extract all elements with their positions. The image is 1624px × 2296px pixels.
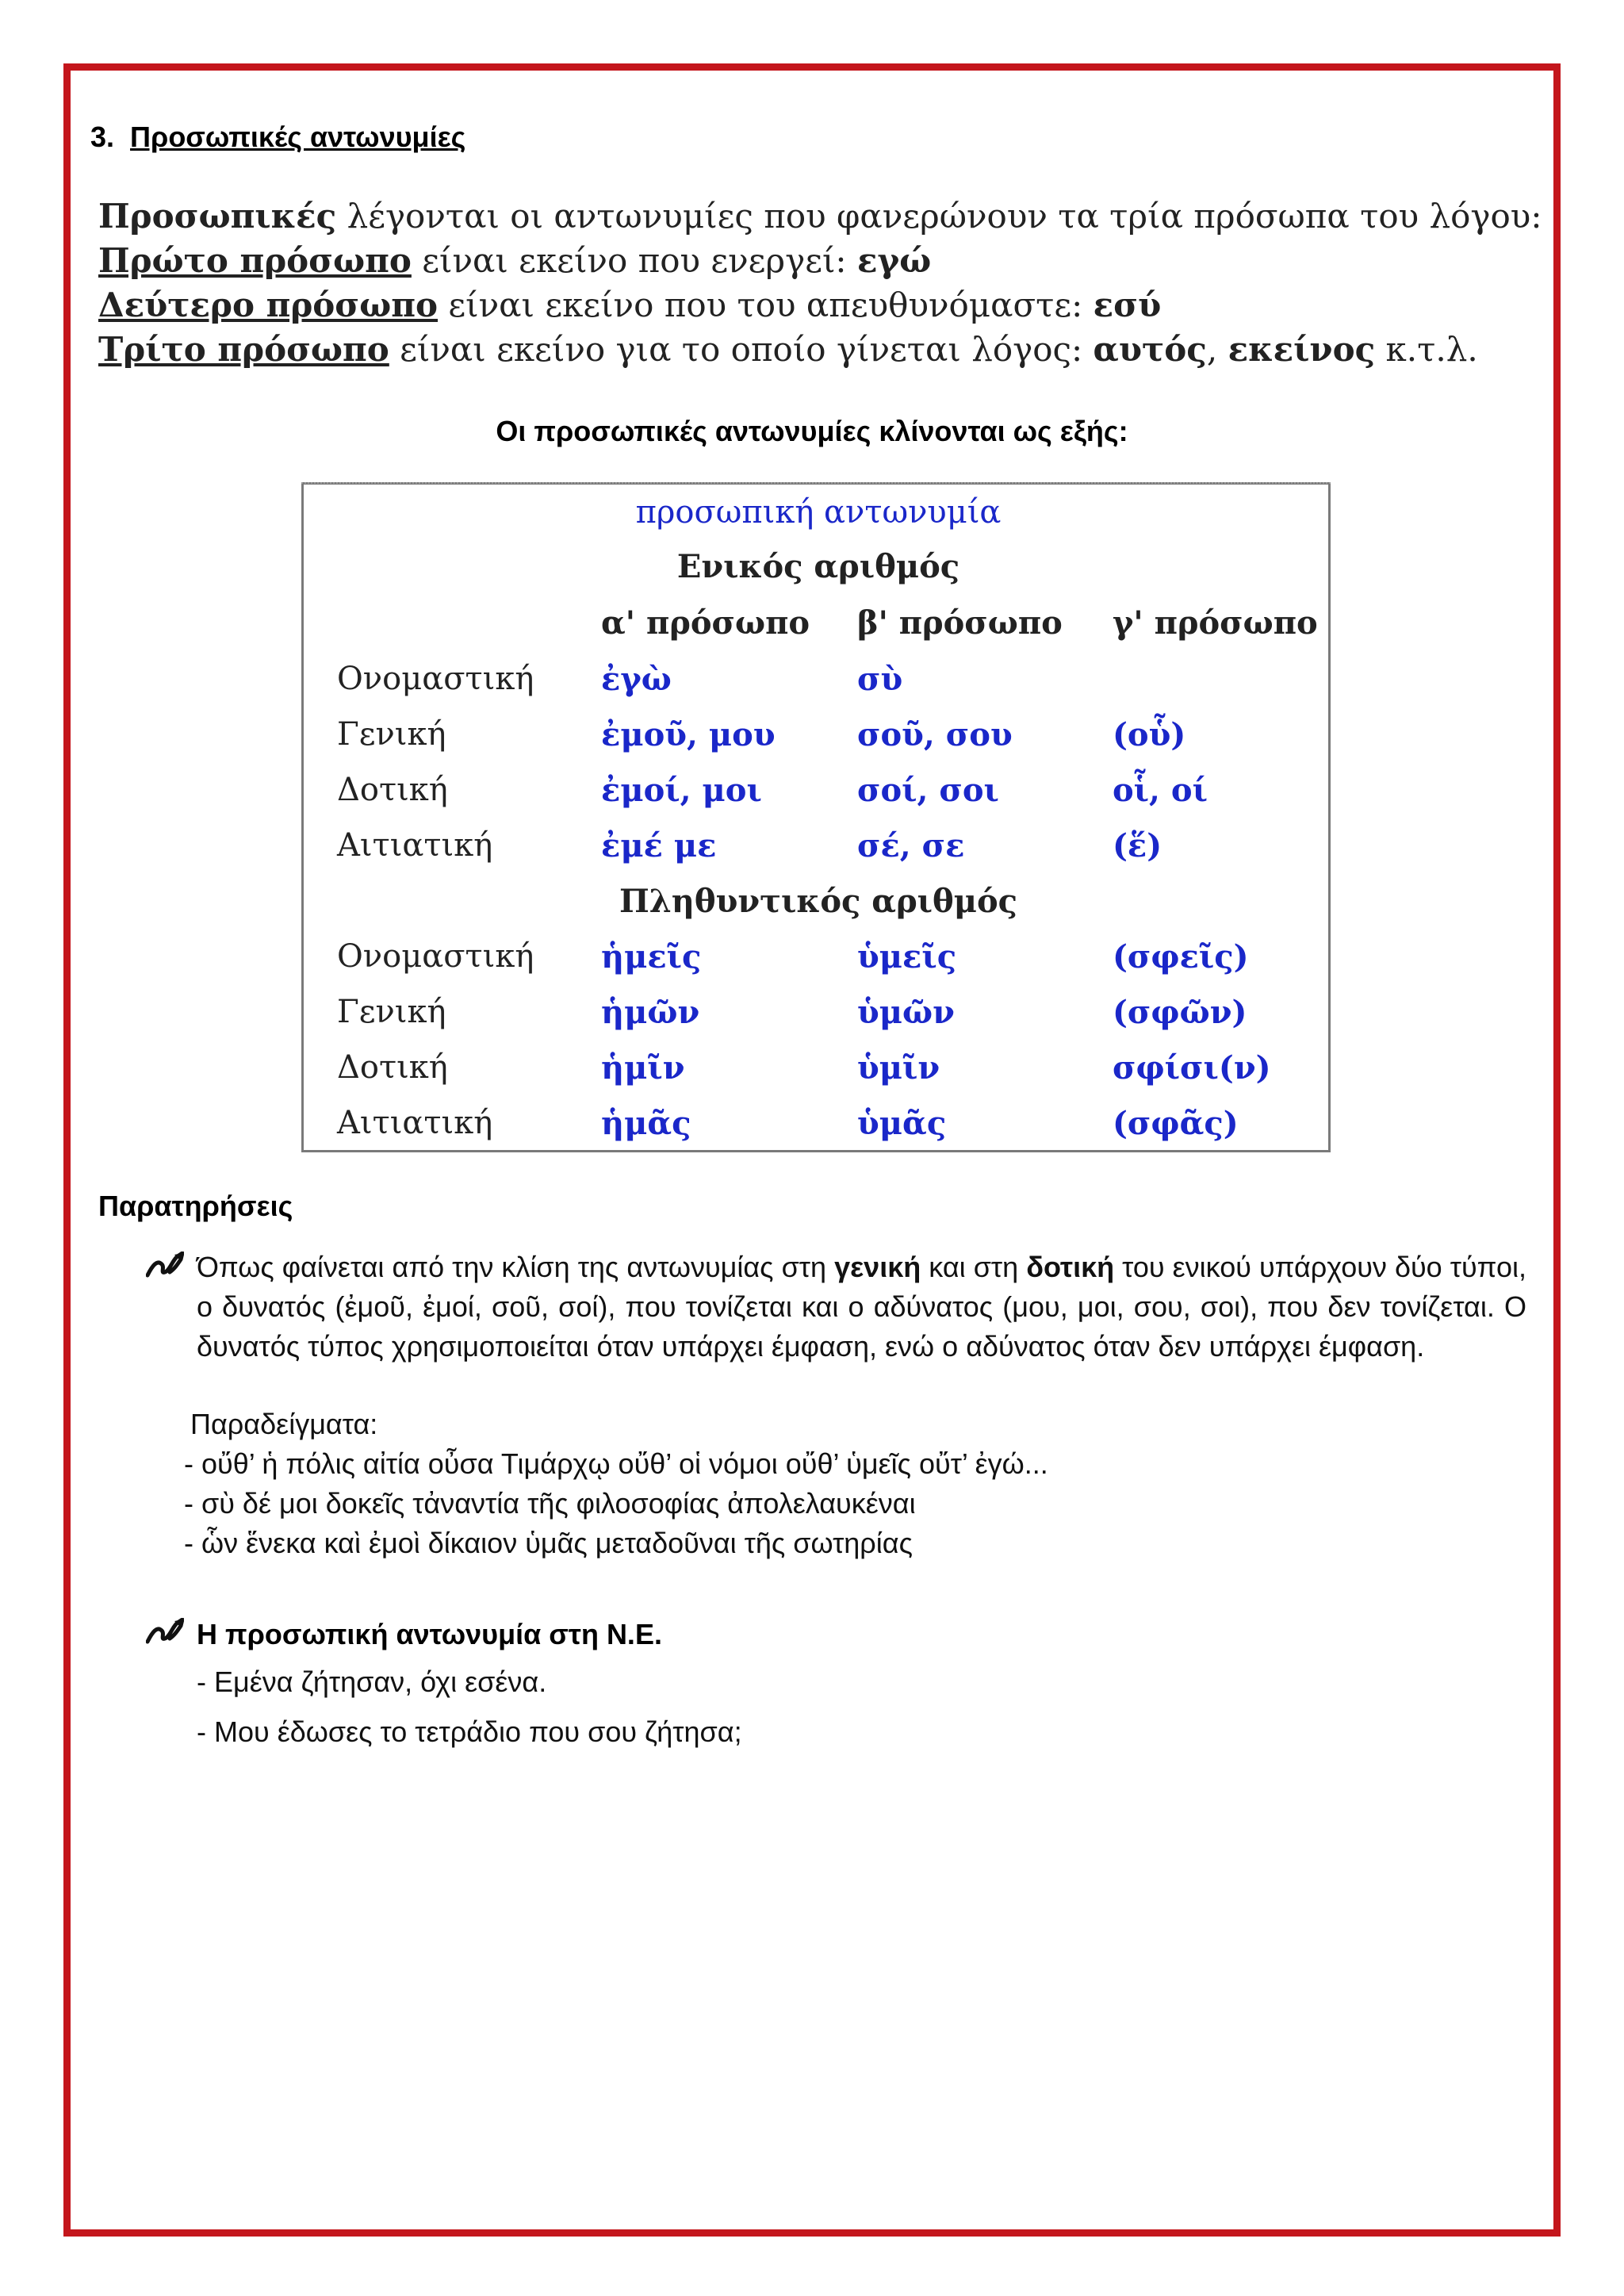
form-cell: ἡμᾶς xyxy=(601,1105,691,1142)
case-label: Αιτιατική xyxy=(337,1105,493,1141)
form-cell: ἡμεῖς xyxy=(601,938,702,976)
case-label: Αιτιατική xyxy=(337,827,493,864)
form-cell: ἐγὼ xyxy=(601,661,672,698)
obs-genitive: γενική xyxy=(834,1251,921,1283)
case-label: Ονομαστική xyxy=(337,661,534,697)
modern-example-line: - Εμένα ζήτησαν, όχι εσένα. xyxy=(197,1665,547,1698)
form-cell: (σφεῖς) xyxy=(1113,938,1249,976)
table-title: προσωπική αντωνυμία xyxy=(635,494,1002,531)
case-label: Γενική xyxy=(337,716,446,753)
example-line: - σὺ δέ μοι δοκεῖς τἀναντία τῆς φιλοσοφίας ἀπολελαυκέναι xyxy=(184,1487,916,1520)
form-cell: (σφῶν) xyxy=(1113,994,1247,1031)
intro-line-3 xyxy=(98,283,1542,328)
intro-term-personal: Προσωπικές xyxy=(98,197,337,236)
obs-text: και στη xyxy=(921,1251,1027,1283)
third-person-example-2: εκείνος xyxy=(1228,330,1376,369)
intro-paragraph xyxy=(98,194,1542,372)
modern-greek-title: Η προσωπική αντωνυμία στη Ν.Ε. xyxy=(197,1618,662,1650)
case-label: Δοτική xyxy=(337,772,448,808)
form-cell: (σφᾶς) xyxy=(1113,1105,1239,1142)
third-person-label: Τρίτο πρόσωπο xyxy=(98,330,389,369)
form-cell: ὑμᾶς xyxy=(857,1105,947,1142)
first-person-label: Πρώτο πρόσωπο xyxy=(98,241,412,280)
plural-heading: Πληθυντικός αριθμός xyxy=(619,883,1018,920)
intro-text: είναι εκείνο που του απευθυνόμαστε: xyxy=(438,286,1094,324)
person-header-2: β' πρόσωπο xyxy=(857,604,1063,642)
form-cell: ἐμοί, μοι xyxy=(601,772,762,809)
form-cell: ἡμῖν xyxy=(601,1049,685,1087)
singular-heading: Ενικός αριθμός xyxy=(676,548,960,585)
form-cell: ἡμῶν xyxy=(601,994,700,1031)
form-cell: ὑμεῖς xyxy=(857,938,957,976)
second-person-example: εσύ xyxy=(1093,286,1162,324)
obs-dative: δοτική xyxy=(1026,1251,1115,1283)
observation-paragraph xyxy=(197,1248,1526,1366)
intro-text: κ.τ.λ. xyxy=(1375,330,1478,369)
obs-text: του ενικού υπάρχουν δύο τύποι, ο δυνατός (ἐμοῦ, ἐμοί, σοῦ, σοί), που τονίζεται και ο αδύνατος (μου, μοι, σου, σοι), που δεν τονίζεται. Ο δυνατός τύπος χρησιμοποιείται όταν υπάρχει έμφαση, ενώ ο αδύνατος όταν δεν υπάρχει έμφαση. xyxy=(197,1251,1526,1363)
pen-bullet-icon xyxy=(146,1251,184,1278)
form-cell: οἷ, οί xyxy=(1113,772,1208,809)
intro-text: λέγονται οι αντωνυμίες που φανερώνουν τα τρία πρόσωπα του λόγου: xyxy=(336,197,1542,236)
form-cell: ὑμῖν xyxy=(857,1049,940,1087)
intro-separator: , xyxy=(1206,330,1228,369)
intro-line-4 xyxy=(98,328,1542,372)
observations-title: Παρατηρήσεις xyxy=(98,1190,293,1222)
form-cell: (ἕ) xyxy=(1113,827,1162,864)
table-caption: Οι προσωπικές αντωνυμίες κλίνονται ως εξής: xyxy=(496,415,1128,447)
case-label: Γενική xyxy=(337,994,446,1030)
third-person-example-1: αυτός xyxy=(1093,330,1207,369)
declension-table xyxy=(301,482,1331,1152)
case-label: Ονομαστική xyxy=(337,938,534,975)
section-heading xyxy=(90,121,465,154)
example-line: - οὔθ’ ἡ πόλις αἰτία οὖσα Τιμάρχῳ οὔθ’ οἱ νόμοι οὔθ’ ὑμεῖς οὔτ’ ἐγώ... xyxy=(184,1447,1048,1480)
form-cell: ὑμῶν xyxy=(857,994,955,1031)
section-title: Προσωπικές αντωνυμίες xyxy=(130,121,466,153)
intro-line-2 xyxy=(98,239,1542,283)
form-cell: ἐμοῦ, μου xyxy=(601,716,776,753)
section-number: 3. xyxy=(90,121,115,153)
modern-example-line: - Μου έδωσες το τετράδιο που σου ζήτησα; xyxy=(197,1715,742,1748)
intro-line-1 xyxy=(98,194,1542,239)
intro-text: είναι εκείνο για το οποίο γίνεται λόγος: xyxy=(389,330,1094,369)
intro-text: είναι εκείνο που ενεργεί: xyxy=(411,241,857,280)
form-cell: σέ, σε xyxy=(857,827,965,864)
pen-bullet-icon xyxy=(146,1618,184,1645)
obs-text: Όπως φαίνεται από την κλίση της αντωνυμίας στη xyxy=(197,1251,835,1283)
form-cell: σὺ xyxy=(857,661,903,698)
form-cell: (οὗ) xyxy=(1113,716,1186,753)
person-header-1: α' πρόσωπο xyxy=(601,604,810,642)
second-person-label: Δεύτερο πρόσωπο xyxy=(98,286,439,324)
form-cell: σοί, σοι xyxy=(857,772,999,809)
first-person-example: εγώ xyxy=(856,241,932,280)
form-cell: σοῦ, σου xyxy=(857,716,1013,753)
form-cell: ἐμέ με xyxy=(601,827,717,864)
example-line: - ὧν ἕνεκα καὶ ἐμοὶ δίκαιον ὑμᾶς μεταδοῦναι τῆς σωτηρίας xyxy=(184,1527,913,1559)
case-label: Δοτική xyxy=(337,1049,448,1086)
form-cell: σφίσι(ν) xyxy=(1113,1049,1271,1087)
person-header-3: γ' πρόσωπο xyxy=(1113,604,1318,642)
examples-label: Παραδείγματα: xyxy=(190,1408,378,1440)
